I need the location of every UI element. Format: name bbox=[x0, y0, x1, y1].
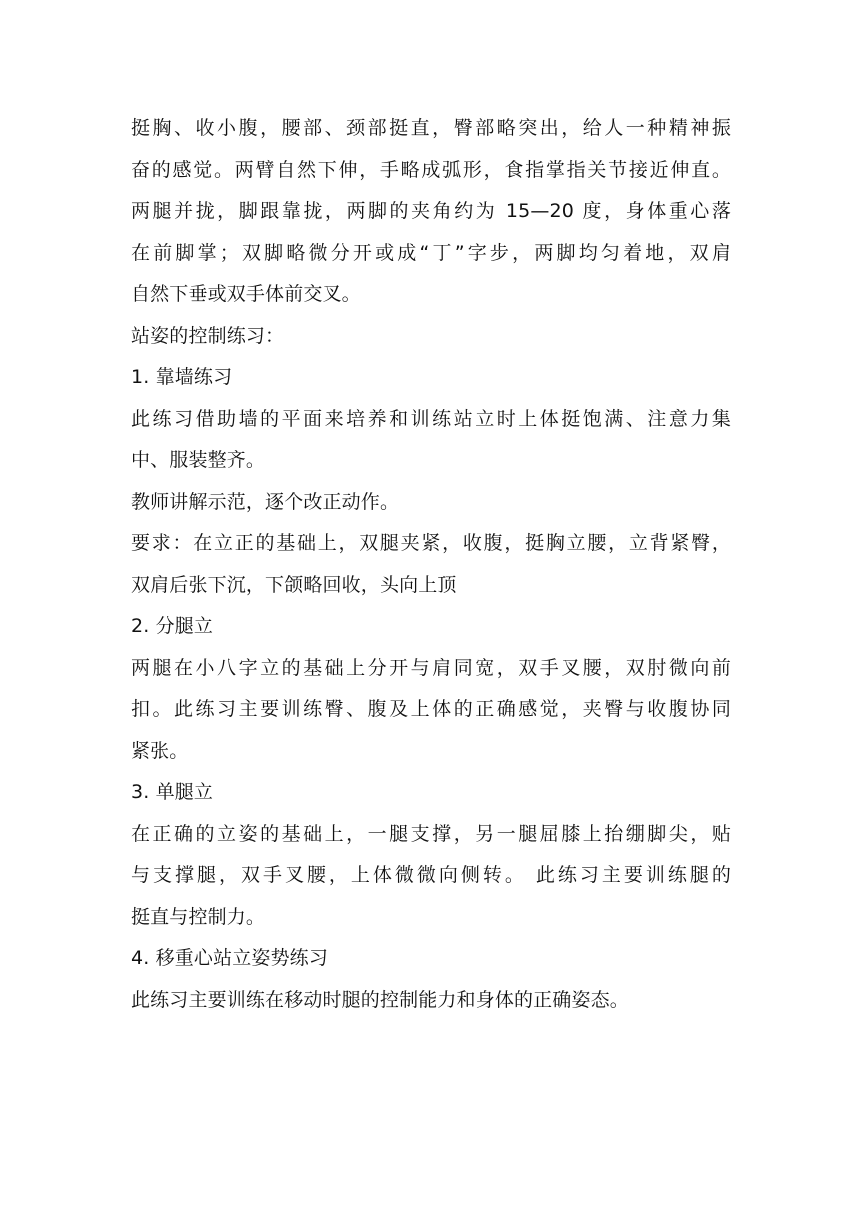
text-line: 教师讲解示范，逐个改正动作。 bbox=[131, 490, 400, 513]
text-line: 两腿并拢，脚跟靠拢，两脚的夹角约为 15—20 度，身体重心落 bbox=[131, 200, 731, 222]
text-line: 挺胸、收小腹，腰部、颈部挺直，臀部略突出，给人一种精神振 bbox=[131, 117, 731, 139]
text-line: 自然下垂或双手体前交叉。 bbox=[131, 283, 361, 305]
text-line: 此练习借助墙的平面来培养和训练站立时上体挺饱满、注意力集 bbox=[131, 407, 731, 430]
exercise-heading: 1. 靠墙练习 bbox=[131, 366, 233, 388]
text-line: 中、服装整齐。 bbox=[131, 449, 266, 471]
text-line: 两腿在小八字立的基础上分开与肩同宽，双手叉腰，双肘微向前 bbox=[131, 656, 731, 679]
exercise-heading: 2. 分腿立 bbox=[131, 615, 214, 637]
text-line: 与支撑腿，双手叉腰，上体微微向侧转。 此练习主要训练腿的 bbox=[131, 864, 731, 886]
document-body bbox=[131, 108, 731, 1021]
text-line: 紧张。 bbox=[131, 739, 189, 762]
text-line: 要求：在立正的基础上，双腿夹紧，收腹，挺胸立腰，立背紧臀， bbox=[131, 532, 731, 554]
text-line: 挺直与控制力。 bbox=[131, 905, 266, 928]
text-line: 在正确的立姿的基础上，一腿支撑，另一腿屈膝上抬绷脚尖，贴 bbox=[131, 822, 731, 845]
text-line: 在前脚掌；双脚略微分开或成“丁”字步，两脚均匀着地，双肩 bbox=[131, 241, 731, 264]
section-heading: 站姿的控制练习： bbox=[131, 324, 285, 347]
text-line: 此练习主要训练在移动时腿的控制能力和身体的正确姿态。 bbox=[131, 988, 629, 1011]
text-line: 扣。此练习主要训练臀、腹及上体的正确感觉，夹臀与收腹协同 bbox=[131, 698, 731, 720]
text-line: 奋的感觉。两臂自然下伸，手略成弧形，食指掌指关节接近伸直。 bbox=[131, 158, 731, 181]
text-line: 双肩后张下沉，下颌略回收，头向上顶 bbox=[131, 573, 457, 596]
exercise-heading: 3. 单腿立 bbox=[131, 781, 214, 803]
exercise-heading: 4. 移重心站立姿势练习 bbox=[131, 947, 328, 969]
